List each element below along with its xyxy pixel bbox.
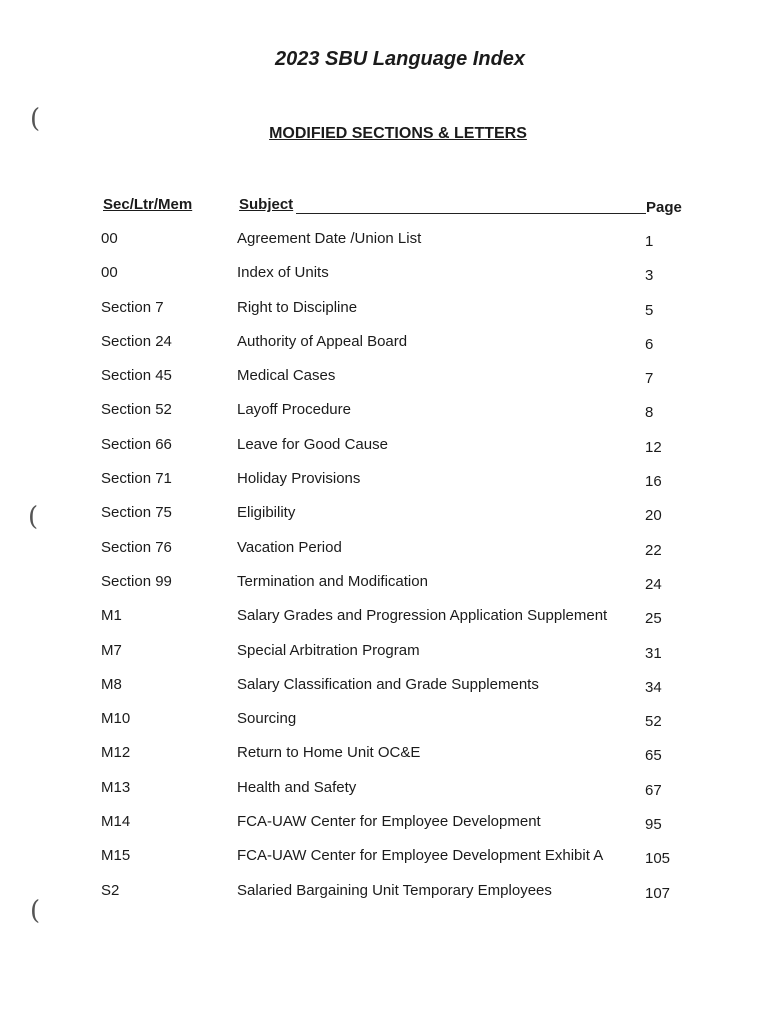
section-cell: 00 <box>101 264 118 282</box>
subject-cell: Salary Grades and Progression Application Supplement <box>237 607 608 625</box>
column-header-page: Page <box>646 199 682 216</box>
page-cell: 12 <box>645 438 662 456</box>
subject-cell: Layoff Procedure <box>237 401 351 419</box>
subject-cell: Termination and Modification <box>237 572 428 590</box>
section-cell: M14 <box>101 813 131 831</box>
subject-cell: Eligibility <box>237 504 296 522</box>
section-cell: M13 <box>101 778 131 796</box>
page-cell: 52 <box>645 713 662 731</box>
section-cell: M12 <box>101 744 131 762</box>
section-cell: Section 71 <box>101 470 172 488</box>
table-row <box>0 401 768 435</box>
section-cell: Section 76 <box>101 538 172 556</box>
table-row <box>0 847 768 881</box>
page-cell: 31 <box>645 644 662 662</box>
subject-cell: FCA-UAW Center for Employee Development <box>237 813 541 831</box>
section-cell: Section 66 <box>101 435 172 453</box>
section-cell: M7 <box>101 641 122 659</box>
table-row <box>0 710 768 744</box>
table-row <box>0 436 768 470</box>
subtitle-text: MODIFIED SECTIONS & LETTERS <box>269 125 527 142</box>
section-cell: Section 7 <box>101 298 164 316</box>
section-cell: Section 99 <box>101 572 172 590</box>
table-row <box>0 504 768 538</box>
subject-cell: Return to Home Unit OC&E <box>237 744 421 762</box>
binder-hole-mark: ( <box>30 896 41 926</box>
subject-cell: Medical Cases <box>237 367 336 385</box>
page-cell: 105 <box>645 850 671 868</box>
page-cell: 1 <box>645 233 654 250</box>
subject-cell: Salary Classification and Grade Supplements <box>237 675 539 693</box>
page-cell: 7 <box>645 370 654 388</box>
table-row <box>0 539 768 573</box>
section-cell: Section 75 <box>101 504 172 522</box>
section-cell: S2 <box>101 881 120 899</box>
page-cell: 25 <box>645 610 662 628</box>
subject-cell: Right to Discipline <box>237 298 358 316</box>
page-cell: 34 <box>645 678 662 696</box>
table-row <box>0 367 768 401</box>
document-subtitle <box>0 125 768 143</box>
table-row <box>0 813 768 847</box>
page-cell: 16 <box>645 473 662 491</box>
page-cell: 20 <box>645 507 662 525</box>
page-cell: 107 <box>645 884 671 902</box>
subject-cell: FCA-UAW Center for Employee Development Exhibit A <box>237 847 604 865</box>
subject-cell: Agreement Date /Union List <box>237 230 422 247</box>
subject-cell: Salaried Bargaining Unit Temporary Employees <box>237 881 552 899</box>
page-cell: 5 <box>645 301 654 319</box>
table-row <box>0 882 768 916</box>
table-row <box>0 744 768 778</box>
index-table <box>0 230 768 916</box>
header-rule <box>296 213 646 214</box>
subject-cell: Health and Safety <box>237 778 357 796</box>
table-row <box>0 230 768 264</box>
column-header-subject: Subject <box>239 196 294 213</box>
binder-hole-mark: ( <box>28 502 39 532</box>
table-row <box>0 470 768 504</box>
table-row <box>0 573 768 607</box>
subject-cell: Leave for Good Cause <box>237 435 388 453</box>
section-cell: Section 52 <box>101 401 172 419</box>
page-cell: 95 <box>645 816 662 834</box>
table-row <box>0 779 768 813</box>
table-row <box>0 676 768 710</box>
document-title: 2023 SBU Language Index <box>274 48 526 70</box>
table-row <box>0 607 768 641</box>
section-cell: Section 45 <box>101 367 172 385</box>
subject-cell: Index of Units <box>237 264 329 282</box>
section-cell: 00 <box>101 230 118 247</box>
subject-cell: Vacation Period <box>237 538 342 556</box>
section-cell: Section 24 <box>101 332 172 350</box>
table-row <box>0 642 768 676</box>
section-cell: M15 <box>101 847 131 865</box>
page-cell: 67 <box>645 781 662 799</box>
page-cell: 65 <box>645 747 662 765</box>
section-cell: M1 <box>101 607 122 625</box>
binder-hole-mark: ( <box>30 104 41 134</box>
column-header-section: Sec/Ltr/Mem <box>103 196 193 213</box>
subject-cell: Authority of Appeal Board <box>237 332 408 350</box>
subject-cell: Holiday Provisions <box>237 470 361 488</box>
page-cell: 3 <box>645 267 654 285</box>
section-cell: M10 <box>101 710 131 728</box>
table-row <box>0 264 768 298</box>
page-cell: 24 <box>645 575 662 593</box>
subject-cell: Sourcing <box>237 710 297 728</box>
section-cell: M8 <box>101 675 122 693</box>
page-cell: 22 <box>645 541 662 559</box>
subject-cell: Special Arbitration Program <box>237 641 420 659</box>
page-cell: 8 <box>645 404 654 422</box>
page-cell: 6 <box>645 335 654 353</box>
table-row <box>0 299 768 333</box>
table-row <box>0 333 768 367</box>
